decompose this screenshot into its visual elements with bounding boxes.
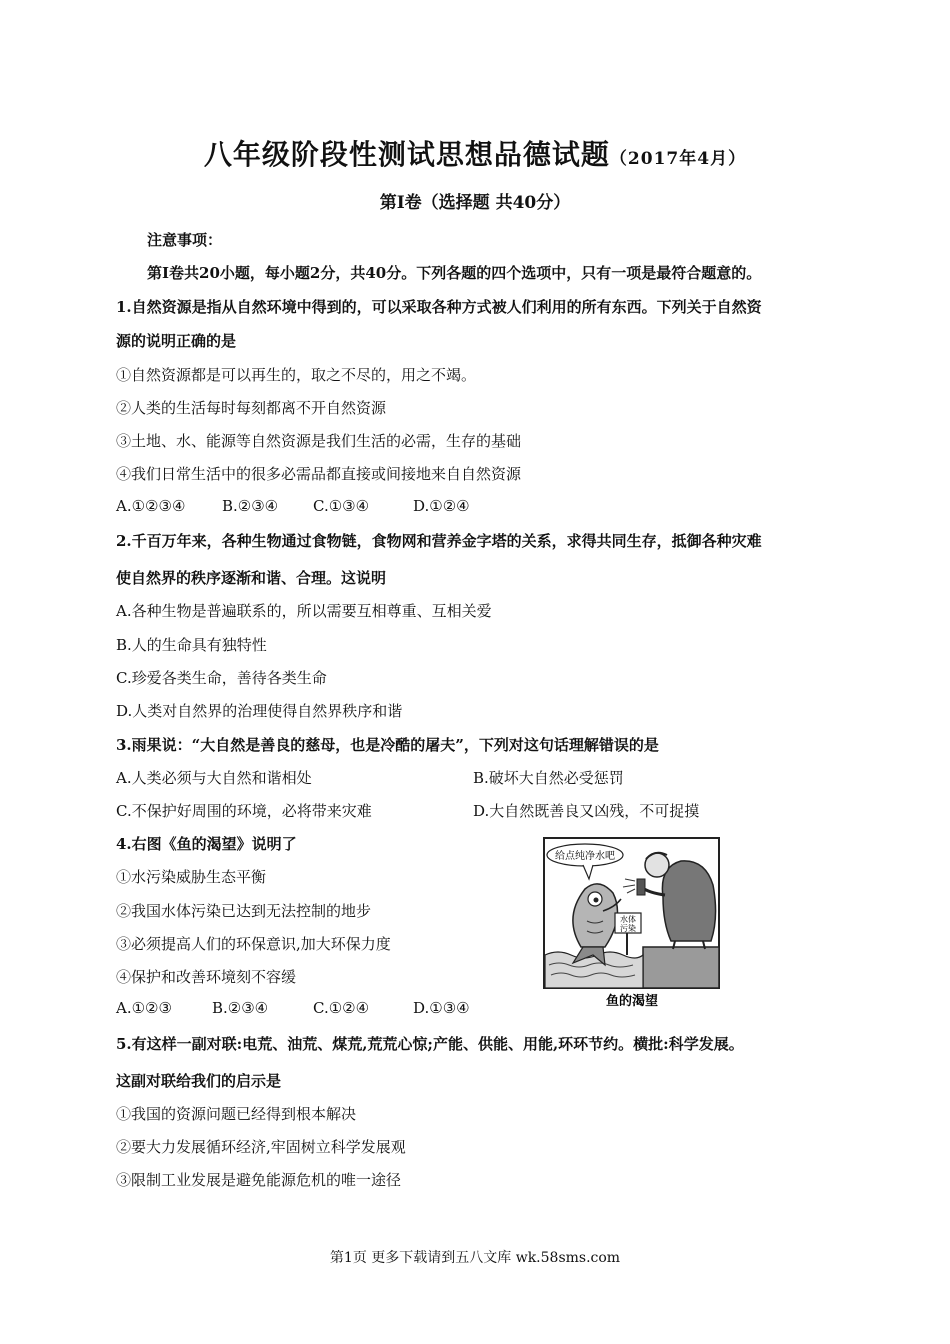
q3-choice-c: C.不保护好周围的环境，必将带来灾难 — [116, 802, 372, 820]
q1-choice-d: D.①②④ — [413, 497, 470, 515]
q4-choice-b: B.②③④ — [212, 999, 269, 1017]
sign-text-line2: 污染 — [620, 924, 636, 933]
sign-text-line1: 水体 — [620, 915, 636, 924]
q5-item-3: ③限制工业发展是避免能源危机的唯一途径 — [116, 1171, 402, 1189]
q4-stem: 4.右图《鱼的渴望》说明了 — [116, 835, 297, 853]
q3-stem: 3.雨果说：“大自然是善良的慈母，也是冷酷的屠夫”，下列对这句话理解错误的是 — [116, 736, 659, 754]
q4-choice-c: C.①②④ — [313, 999, 370, 1017]
q3-choice-a: A.人类必须与大自然和谐相处 — [116, 769, 312, 787]
q1-stem-line2: 源的说明正确的是 — [116, 332, 237, 350]
q1-item-1: ①自然资源都是可以再生的，取之不尽的，用之不竭。 — [116, 366, 477, 384]
fish-cartoon-figure — [543, 837, 721, 1011]
q3-choice-b: B.破坏大自然必受惩罚 — [473, 769, 624, 787]
speech-bubble-text: 给点纯净水吧 — [555, 851, 615, 862]
q1-item-3: ③土地、水、能源等自然资源是我们生活的必需，生存的基础 — [116, 432, 522, 450]
page-footer: 第1页 更多下载请到五八文库 wk.58sms.com — [329, 1250, 621, 1266]
q2-stem-line1: 2.千百万年来，各种生物通过食物链，食物网和营养金字塔的关系，求得共同生存，抵御各种灾难 — [116, 532, 762, 550]
q1-item-4: ④我们日常生活中的很多必需品都直接或间接地来自自然资源 — [116, 465, 522, 483]
q2-stem-line2: 使自然界的秩序逐渐和谐、合理。这说明 — [116, 569, 387, 587]
q1-stem-line1: 1.自然资源是指从自然环境中得到的，可以采取各种方式被人们利用的所有东西。下列关于自然资 — [116, 298, 762, 316]
q4-choice-d: D.①③④ — [413, 999, 470, 1017]
q1-choice-b: B.②③④ — [222, 497, 279, 515]
q3-choice-d: D.大自然既善良又凶残，不可捉摸 — [473, 802, 700, 820]
q4-item-2: ②我国水体污染已达到无法控制的地步 — [116, 902, 372, 920]
title-main: 八年级阶段性测试思想品德试题 — [203, 138, 610, 171]
cartoon-illustration — [543, 837, 721, 1011]
q2-choice-d: D.人类对自然界的治理使得自然界秩序和谐 — [116, 702, 403, 720]
q1-choice-a: A.①②③④ — [116, 497, 186, 515]
q2-choice-a: A.各种生物是普遍联系的，所以需要互相尊重、互相关爱 — [116, 602, 492, 620]
polluted-water — [545, 952, 643, 988]
q4-item-1: ①水污染威胁生态平衡 — [116, 868, 267, 886]
platform-block — [643, 947, 719, 988]
q1-choice-c: C.①③④ — [313, 497, 370, 515]
section-heading: 第Ⅰ卷（选择题 共40分） — [379, 193, 571, 213]
notes-label: 注意事项： — [147, 231, 223, 249]
title-date: （2017年4月） — [609, 149, 747, 169]
q5-stem-line2: 这副对联给我们的启示是 — [116, 1072, 282, 1090]
q5-item-1: ①我国的资源问题已经得到根本解决 — [116, 1105, 357, 1123]
q5-item-2: ②要大力发展循环经济,牢固树立科学发展观 — [116, 1138, 406, 1156]
q4-item-3: ③必须提高人们的环保意识,加大环保力度 — [116, 935, 391, 953]
cartoon-caption: 鱼的渴望 — [605, 994, 659, 1009]
q4-item-4: ④保护和改善环境刻不容缓 — [116, 968, 297, 986]
q2-choice-c: C.珍爱各类生命，善待各类生命 — [116, 669, 327, 687]
q1-item-2: ②人类的生活每时每刻都离不开自然资源 — [116, 399, 387, 417]
page-title — [0, 133, 950, 173]
q4-choice-a: A.①②③ — [116, 999, 172, 1017]
q2-choice-b: B.人的生命具有独特性 — [116, 636, 267, 654]
notes-text: 第Ⅰ卷共20小题，每小题2分，共40分。下列各题的四个选项中，只有一项是最符合题意的。 — [147, 264, 762, 282]
q5-stem-line1: 5.有这样一副对联:电荒、油荒、煤荒,荒荒心惊;产能、供能、用能,环环节约。横批:科学发展。 — [116, 1035, 744, 1053]
